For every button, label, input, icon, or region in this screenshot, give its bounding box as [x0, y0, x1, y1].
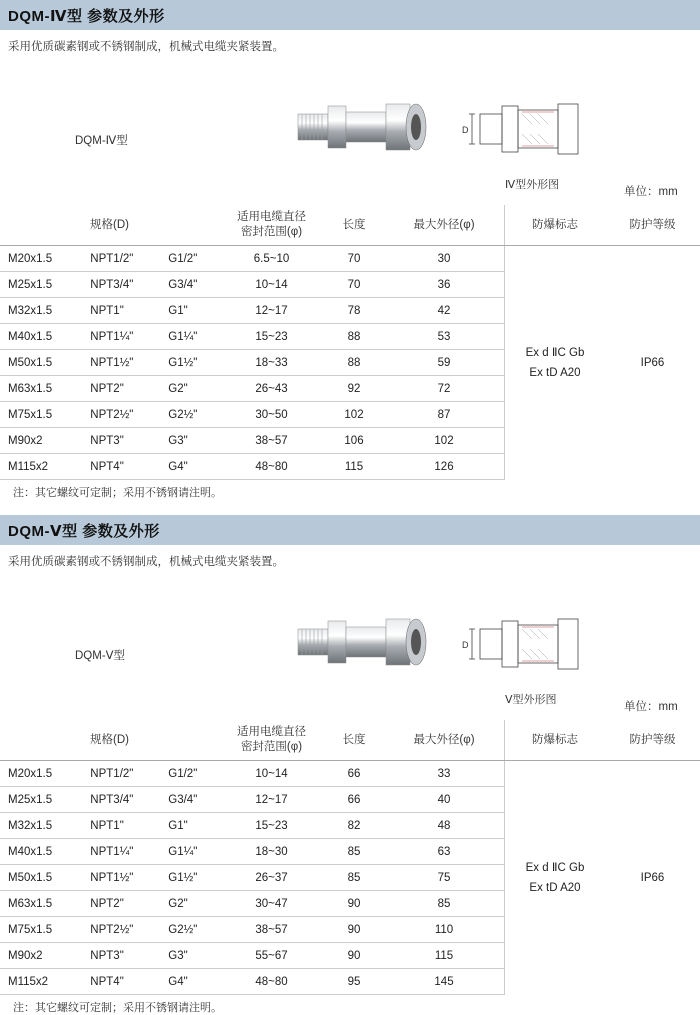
table-cell: G1/2" [164, 761, 219, 787]
explosion-mark-cell [505, 246, 606, 480]
table-cell: M63x1.5 [0, 891, 86, 917]
table-cell: M115x2 [0, 454, 86, 480]
explosion-mark: Ex tD A20 [529, 881, 581, 894]
table-cell: NPT4" [86, 969, 164, 995]
table-cell: M115x2 [0, 969, 86, 995]
header-length: 长度 [324, 720, 384, 761]
section-description: 采用优质碳素钢或不锈钢制成，机械式电缆夹紧装置。 [8, 556, 284, 568]
header-max-od: 最大外径(φ) [384, 720, 505, 761]
protection-cell: IP66 [640, 871, 665, 884]
table-cell: NPT2½" [86, 917, 164, 943]
table-cell: 85 [324, 839, 384, 865]
table-cell: NPT1½" [86, 865, 164, 891]
table-cell: 75 [384, 865, 505, 891]
table-cell: 18~30 [219, 839, 324, 865]
table-cell: 55~67 [219, 943, 324, 969]
header-protection: 防护等级 [605, 720, 700, 761]
table-cell: NPT1" [86, 813, 164, 839]
header-ex-mark: 防爆标志 [505, 720, 606, 761]
table-cell: NPT2" [86, 376, 164, 402]
table-cell: 53 [384, 324, 505, 350]
table-cell: 18~33 [219, 350, 324, 376]
table-cell: NPT2" [86, 891, 164, 917]
header-length: 长度 [324, 205, 384, 246]
table-cell: 106 [324, 428, 384, 454]
table-cell: G3" [164, 428, 219, 454]
table-cell: 38~57 [219, 428, 324, 454]
table-cell: 78 [324, 298, 384, 324]
table-cell: 59 [384, 350, 505, 376]
table-cell: G2" [164, 376, 219, 402]
table-cell: NPT1½" [86, 350, 164, 376]
table-cell: 38~57 [219, 917, 324, 943]
section-header [0, 515, 700, 545]
table-cell: G3/4" [164, 272, 219, 298]
table-cell: M20x1.5 [0, 761, 86, 787]
drawing-caption: Ⅳ型外形图 [505, 179, 560, 191]
table-cell: 88 [324, 324, 384, 350]
table-cell: G2½" [164, 917, 219, 943]
table-cell: 48 [384, 813, 505, 839]
table-cell: G2½" [164, 402, 219, 428]
header-spec: 规格(D) [0, 720, 219, 761]
table-cell: 30~50 [219, 402, 324, 428]
table-cell: NPT1¼" [86, 324, 164, 350]
table-cell: M20x1.5 [0, 246, 86, 272]
table-cell: 26~37 [219, 865, 324, 891]
table-cell: M40x1.5 [0, 324, 86, 350]
table-cell: G3" [164, 943, 219, 969]
table-cell: 30~47 [219, 891, 324, 917]
table-cell: 30 [384, 246, 505, 272]
table-cell: 87 [384, 402, 505, 428]
spec-table [0, 720, 700, 995]
table-cell: 126 [384, 454, 505, 480]
model-name: DQM-Ⅳ型 [75, 135, 128, 147]
outline-drawing [462, 98, 592, 160]
table-cell: M40x1.5 [0, 839, 86, 865]
table-cell: 70 [324, 272, 384, 298]
unit-label: 单位：mm [624, 186, 678, 198]
explosion-mark: Ex d ⅡC Gb [525, 346, 585, 359]
table-cell: 48~80 [219, 454, 324, 480]
drawing-caption: Ⅴ型外形图 [505, 694, 557, 706]
table-cell: 90 [324, 891, 384, 917]
table-cell: M50x1.5 [0, 350, 86, 376]
section-dqm-iv [0, 0, 700, 499]
note: 注：其它螺纹可定制；采用不锈钢请注明。 [13, 487, 222, 499]
section-dqm-v [0, 515, 700, 1014]
note: 注：其它螺纹可定制；采用不锈钢请注明。 [13, 1002, 222, 1014]
table-cell: 72 [384, 376, 505, 402]
table-cell: M75x1.5 [0, 917, 86, 943]
table-cell: 145 [384, 969, 505, 995]
table-cell: 95 [324, 969, 384, 995]
table-cell: 10~14 [219, 761, 324, 787]
table-cell: 70 [324, 246, 384, 272]
explosion-mark: Ex tD A20 [529, 366, 581, 379]
table-cell: 33 [384, 761, 505, 787]
table-cell: G3/4" [164, 787, 219, 813]
table-cell: NPT3" [86, 428, 164, 454]
table-cell: 26~43 [219, 376, 324, 402]
table-cell: 36 [384, 272, 505, 298]
section-title: DQM-Ⅴ型 参数及外形 [8, 523, 160, 540]
section-header [0, 0, 700, 30]
table-cell: 90 [324, 917, 384, 943]
model-name: DQM-Ⅴ型 [75, 650, 126, 662]
table-cell: 115 [384, 943, 505, 969]
header-protection: 防护等级 [605, 205, 700, 246]
table-cell: G1/2" [164, 246, 219, 272]
table-cell: NPT1/2" [86, 246, 164, 272]
table-cell: G1½" [164, 350, 219, 376]
table-cell: NPT3" [86, 943, 164, 969]
table-cell: NPT4" [86, 454, 164, 480]
table-cell: 110 [384, 917, 505, 943]
header-ex-mark: 防爆标志 [505, 205, 606, 246]
table-cell: G1" [164, 813, 219, 839]
table-cell: G4" [164, 969, 219, 995]
table-cell: M25x1.5 [0, 272, 86, 298]
table-cell: G1¼" [164, 839, 219, 865]
table-cell: M32x1.5 [0, 813, 86, 839]
table-cell: NPT3/4" [86, 787, 164, 813]
table-cell: NPT3/4" [86, 272, 164, 298]
protection-cell: IP66 [640, 356, 665, 369]
table-cell: 66 [324, 787, 384, 813]
table-cell: 15~23 [219, 813, 324, 839]
product-photo [290, 92, 440, 162]
table-cell: M50x1.5 [0, 865, 86, 891]
product-photo [290, 607, 440, 677]
unit-label: 单位：mm [624, 701, 678, 713]
header-cable-range: 适用电缆直径 密封范围(φ) [219, 205, 324, 246]
table-cell: G1¼" [164, 324, 219, 350]
table-cell: G1" [164, 298, 219, 324]
table-cell: M75x1.5 [0, 402, 86, 428]
table-cell: G1½" [164, 865, 219, 891]
table-cell: G4" [164, 454, 219, 480]
table-cell: M63x1.5 [0, 376, 86, 402]
table-cell: G2" [164, 891, 219, 917]
table-cell: 42 [384, 298, 505, 324]
table-cell: NPT2½" [86, 402, 164, 428]
section-description: 采用优质碳素钢或不锈钢制成，机械式电缆夹紧装置。 [8, 41, 284, 53]
table-cell: 85 [384, 891, 505, 917]
table-cell: 102 [384, 428, 505, 454]
explosion-mark-cell [505, 761, 606, 995]
header-spec: 规格(D) [0, 205, 219, 246]
table-cell: 10~14 [219, 272, 324, 298]
table-cell: M32x1.5 [0, 298, 86, 324]
table-row [0, 246, 700, 272]
table-cell: 40 [384, 787, 505, 813]
table-cell: 85 [324, 865, 384, 891]
table-cell: NPT1" [86, 298, 164, 324]
table-cell: NPT1/2" [86, 761, 164, 787]
header-cable-range: 适用电缆直径 密封范围(φ) [219, 720, 324, 761]
table-cell: 6.5~10 [219, 246, 324, 272]
table-cell: 66 [324, 761, 384, 787]
table-cell: 63 [384, 839, 505, 865]
table-cell: M25x1.5 [0, 787, 86, 813]
table-cell: 12~17 [219, 787, 324, 813]
header-max-od: 最大外径(φ) [384, 205, 505, 246]
table-cell: 88 [324, 350, 384, 376]
table-cell: 82 [324, 813, 384, 839]
table-cell: 115 [324, 454, 384, 480]
table-cell: M90x2 [0, 428, 86, 454]
drawing-dimension-label: D [462, 640, 469, 650]
table-cell: 102 [324, 402, 384, 428]
explosion-mark: Ex d ⅡC Gb [525, 861, 585, 874]
table-row [0, 761, 700, 787]
table-cell: 48~80 [219, 969, 324, 995]
table-cell: 92 [324, 376, 384, 402]
drawing-dimension-label: D [462, 125, 469, 135]
table-cell: M90x2 [0, 943, 86, 969]
outline-drawing [462, 613, 592, 675]
section-title: DQM-Ⅳ型 参数及外形 [8, 8, 165, 25]
table-cell: 90 [324, 943, 384, 969]
table-cell: 15~23 [219, 324, 324, 350]
table-cell: NPT1¼" [86, 839, 164, 865]
spec-table [0, 205, 700, 480]
table-cell: 12~17 [219, 298, 324, 324]
